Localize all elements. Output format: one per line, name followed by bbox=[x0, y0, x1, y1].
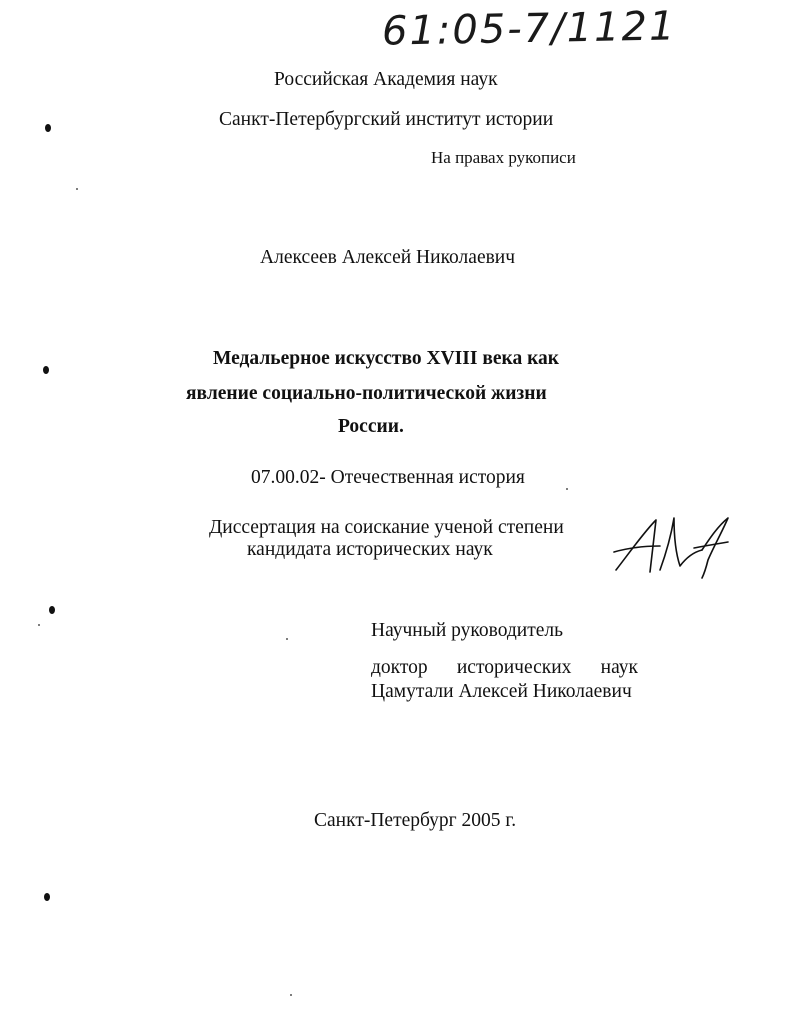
supervisor-degree-word: доктор bbox=[371, 657, 428, 678]
academy-name: Российская Академия наук bbox=[274, 69, 498, 90]
handwritten-signature-icon bbox=[610, 512, 740, 580]
binding-hole-mark bbox=[43, 366, 49, 374]
scan-speck bbox=[290, 994, 292, 996]
supervisor-degree-word: наук bbox=[600, 657, 638, 678]
place-year: Санкт-Петербург 2005 г. bbox=[314, 810, 517, 831]
dissertation-title-line-1: Медальерное искусство XVIII века как bbox=[213, 348, 559, 369]
institute-name: Санкт-Петербургский институт истории bbox=[219, 109, 554, 130]
author-name: Алексеев Алексей Николаевич bbox=[260, 247, 516, 268]
supervisor-label: Научный руководитель bbox=[371, 620, 564, 641]
dissertation-title-line-3: России. bbox=[338, 416, 404, 437]
scan-speck bbox=[38, 624, 40, 626]
supervisor-degree-word: исторических bbox=[456, 657, 572, 678]
scan-speck bbox=[566, 488, 568, 490]
scan-speck bbox=[286, 638, 288, 640]
binding-hole-mark bbox=[49, 606, 55, 614]
binding-hole-mark bbox=[45, 124, 51, 132]
supervisor-degree bbox=[371, 657, 638, 679]
dissertation-title-line-2: явление социально-политической жизни bbox=[186, 383, 547, 404]
degree-line-1: Диссертация на соискание ученой степени bbox=[209, 517, 564, 538]
supervisor-name: Цамутали Алексей Николаевич bbox=[371, 681, 632, 702]
specialty-code: 07.00.02- Отечественная история bbox=[251, 467, 525, 488]
binding-hole-mark bbox=[44, 893, 50, 901]
manuscript-note: На правах рукописи bbox=[431, 148, 576, 167]
degree-line-2: кандидата исторических наук bbox=[247, 539, 493, 560]
scan-speck bbox=[76, 188, 78, 190]
archive-code: 61:05-7/1121 bbox=[381, 3, 677, 55]
